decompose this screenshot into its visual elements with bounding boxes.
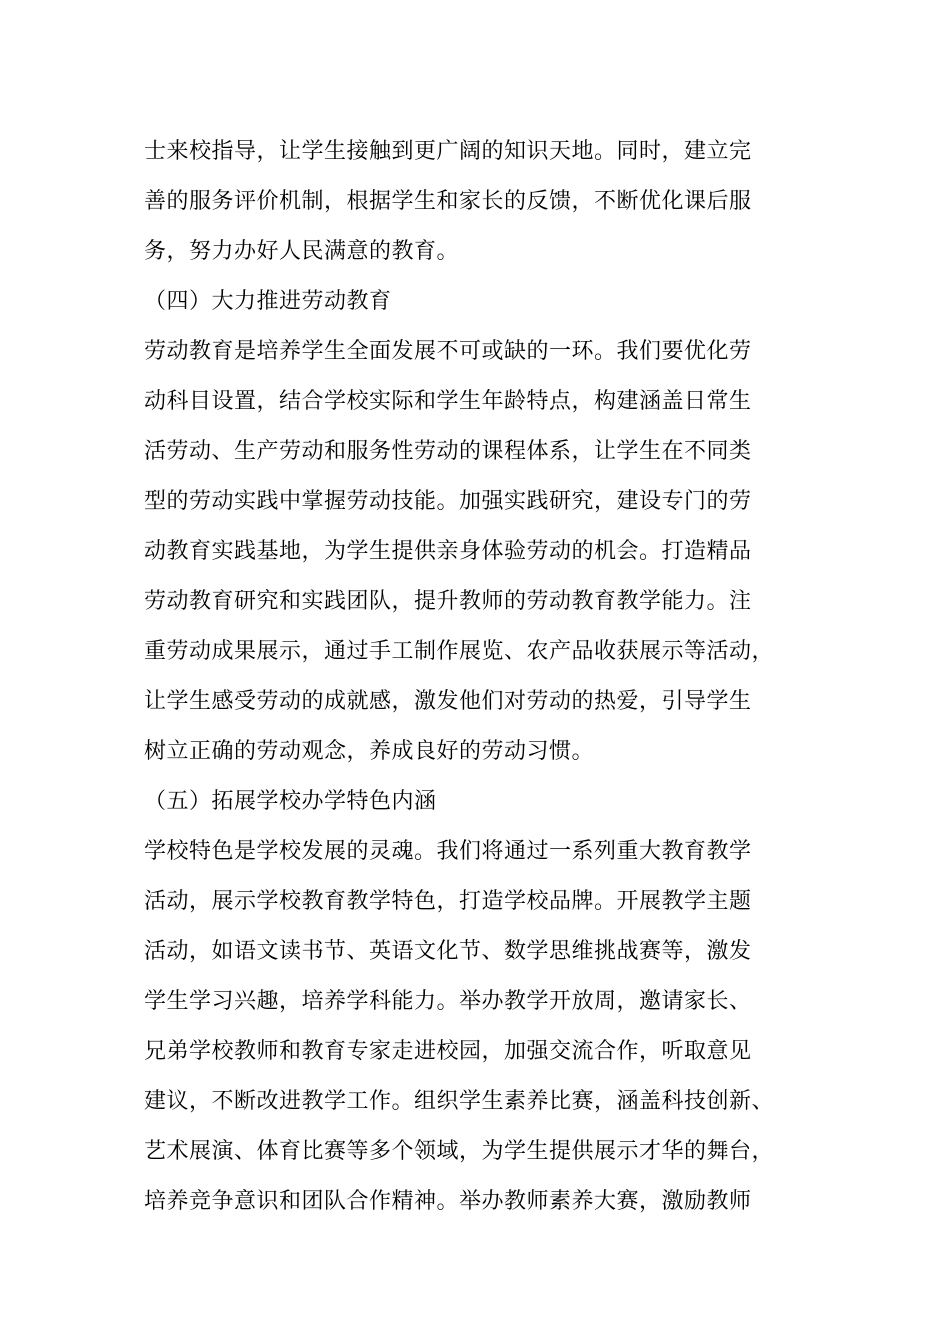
- text-line: 活劳动、生产劳动和服务性劳动的课程体系，让学生在不同类: [144, 439, 752, 464]
- text-line: 兄弟学校教师和教育专家走进校园，加强交流合作，听取意见: [144, 1039, 752, 1064]
- text-line: 学生学习兴趣，培养学科能力。举办教学开放周，邀请家长、: [144, 989, 752, 1014]
- text-line: 劳动教育是培养学生全面发展不可或缺的一环。我们要优化劳: [144, 339, 752, 364]
- text-line: 士来校指导，让学生接触到更广阔的知识天地。同时，建立完: [144, 139, 752, 164]
- text-line: 建议，不断改进教学工作。组织学生素养比赛，涵盖科技创新、: [144, 1089, 775, 1114]
- section-heading: （五）拓展学校办学特色内涵: [144, 789, 437, 814]
- section-heading: （四）大力推进劳动教育: [144, 289, 392, 314]
- text-line: 劳动教育研究和实践团队，提升教师的劳动教育教学能力。注: [144, 589, 752, 614]
- text-line: 艺术展演、体育比赛等多个领域，为学生提供展示才华的舞台，: [144, 1139, 775, 1164]
- text-line: 动科目设置，结合学校实际和学生年龄特点，构建涵盖日常生: [144, 389, 752, 414]
- document-body: [144, 127, 824, 1227]
- text-line: 动教育实践基地，为学生提供亲身体验劳动的机会。打造精品: [144, 539, 752, 564]
- text-line: 务，努力办好人民满意的教育。: [144, 239, 460, 264]
- text-line: 型的劳动实践中掌握劳动技能。加强实践研究，建设专门的劳: [144, 489, 752, 514]
- text-line: 学校特色是学校发展的灵魂。我们将通过一系列重大教育教学: [144, 839, 752, 864]
- text-line: 让学生感受劳动的成就感，激发他们对劳动的热爱，引导学生: [144, 689, 752, 714]
- text-line: 活动，如语文读书节、英语文化节、数学思维挑战赛等，激发: [144, 939, 752, 964]
- text-line: 重劳动成果展示，通过手工制作展览、农产品收获展示等活动，: [144, 639, 775, 664]
- text-line: 善的服务评价机制，根据学生和家长的反馈，不断优化课后服: [144, 189, 752, 214]
- text-line: 培养竞争意识和团队合作精神。举办教师素养大赛，激励教师: [144, 1189, 752, 1214]
- text-line: 活动，展示学校教育教学特色，打造学校品牌。开展教学主题: [144, 889, 752, 914]
- text-line: 树立正确的劳动观念，养成良好的劳动习惯。: [144, 739, 595, 764]
